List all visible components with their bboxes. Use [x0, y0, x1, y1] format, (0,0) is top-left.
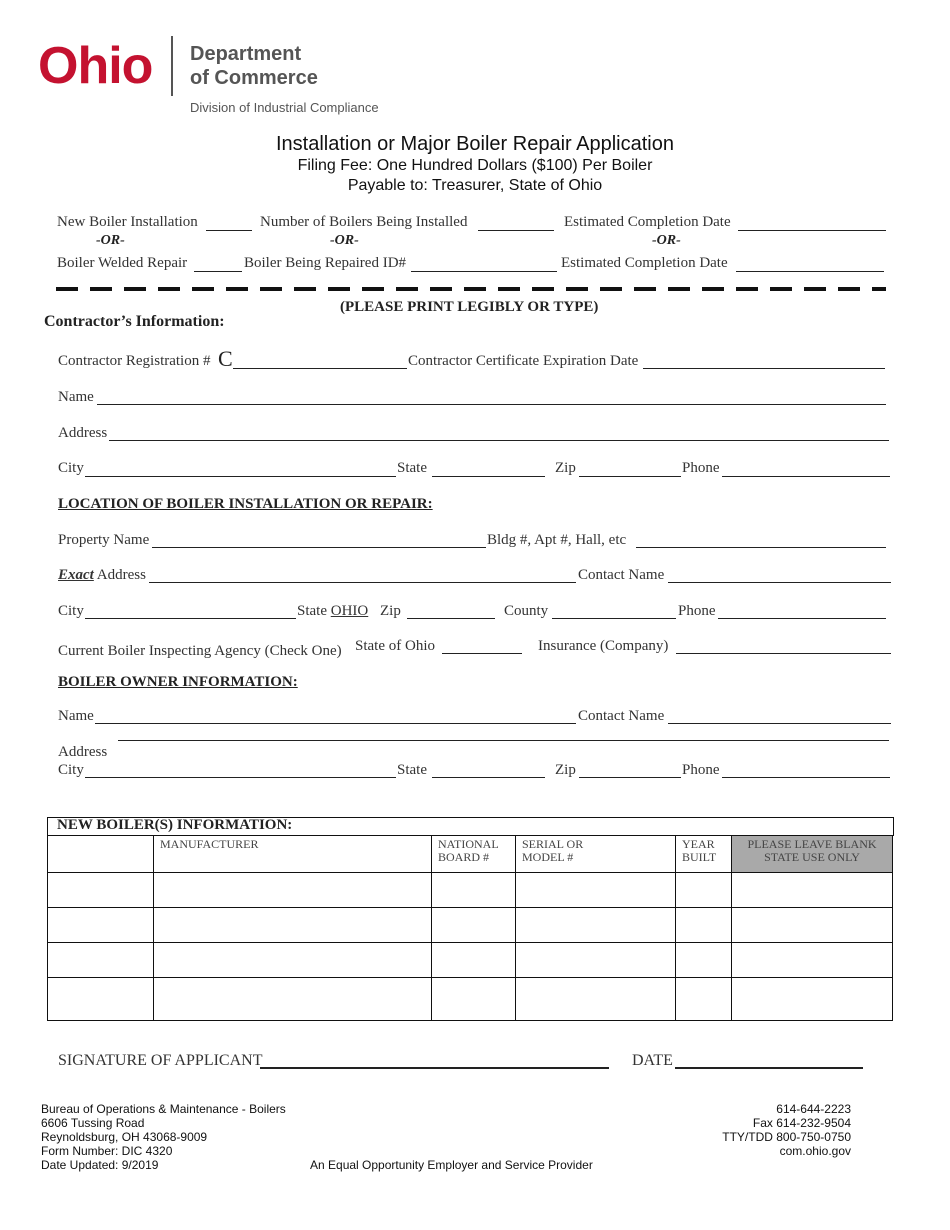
table-cell[interactable]: [154, 873, 432, 908]
dept-line1: Department: [190, 43, 302, 65]
owner-city-label: City: [58, 762, 84, 778]
footer-tty: TTY/TDD 800-750-0750: [722, 1130, 851, 1144]
table-cell: [732, 873, 893, 908]
date-label: DATE: [632, 1052, 673, 1069]
table-cell[interactable]: [516, 908, 676, 943]
new-install-label: New Boiler Installation: [57, 214, 198, 230]
repaired-id-label: Boiler Being Repaired ID#: [244, 255, 407, 271]
or-label-3: -OR-: [652, 233, 681, 248]
table-row: [48, 908, 893, 943]
owner-name-label: Name: [58, 708, 94, 724]
location-state-text: State: [297, 603, 327, 619]
property-name-field[interactable]: [152, 547, 486, 548]
col-national-1: NATIONAL: [438, 837, 499, 851]
col-manufacturer: [154, 836, 432, 873]
exact-address-label: [58, 567, 146, 584]
insurance-label: Insurance (Company): [538, 638, 669, 654]
print-notice: (PLEASE PRINT LEGIBLY OR TYPE): [340, 299, 599, 315]
welded-repair-label: Boiler Welded Repair: [57, 255, 188, 271]
table-cell[interactable]: [154, 908, 432, 943]
location-city-field[interactable]: [85, 618, 296, 619]
location-city-label: City: [58, 603, 84, 619]
contractor-city-label: City: [58, 460, 84, 476]
owner-contact-field[interactable]: [668, 723, 891, 724]
table-cell[interactable]: [48, 978, 154, 1021]
date-field[interactable]: [675, 1067, 863, 1069]
table-cell[interactable]: [154, 943, 432, 978]
footer-website[interactable]: com.ohio.gov: [779, 1144, 851, 1158]
table-cell: [732, 943, 893, 978]
col-manufacturer-text: MANUFACTURER: [160, 837, 259, 851]
contractor-address-field[interactable]: [109, 440, 889, 441]
location-phone-label: Phone: [678, 603, 716, 619]
location-contact-field[interactable]: [668, 582, 891, 583]
dept-line2: of Commerce: [190, 67, 318, 89]
owner-address-label: Address: [58, 744, 108, 760]
footer-phone: 614-644-2223: [776, 1102, 851, 1116]
logo-divider: [171, 36, 173, 96]
location-state-label: [297, 603, 368, 620]
col-blank: [48, 836, 154, 873]
table-cell[interactable]: [676, 978, 732, 1021]
filing-fee: Filing Fee: One Hundred Dollars ($100) Per Boiler: [297, 157, 653, 174]
table-row: [48, 978, 893, 1021]
boiler-table-heading: NEW BOILER(S) INFORMATION:: [57, 817, 293, 833]
state-of-ohio-checkbox[interactable]: [442, 653, 522, 654]
est-date-label-2: Estimated Completion Date: [561, 255, 728, 271]
state-of-ohio-label: State of Ohio: [355, 638, 435, 654]
owner-state-field[interactable]: [432, 777, 545, 778]
contractor-address-label: Address: [58, 425, 108, 441]
table-cell[interactable]: [676, 943, 732, 978]
table-row: [48, 943, 893, 978]
table-cell[interactable]: [516, 873, 676, 908]
welded-repair-field[interactable]: [194, 271, 242, 272]
or-label-1: -OR-: [96, 233, 125, 248]
contractor-phone-field[interactable]: [722, 476, 890, 477]
contractor-city-field[interactable]: [85, 476, 396, 477]
bldg-field[interactable]: [636, 547, 886, 548]
repaired-id-field[interactable]: [411, 271, 557, 272]
division-name: Division of Industrial Compliance: [190, 100, 379, 115]
location-contact-label: Contact Name: [578, 567, 665, 583]
col-state-2: STATE USE ONLY: [764, 850, 860, 864]
location-zip-field[interactable]: [407, 618, 495, 619]
owner-name-field[interactable]: [95, 723, 576, 724]
contractor-name-label: Name: [58, 389, 94, 405]
or-label-2: -OR-: [330, 233, 359, 248]
footer-eoe: An Equal Opportunity Employer and Service Provider: [310, 1158, 593, 1172]
table-cell[interactable]: [432, 908, 516, 943]
col-year: [676, 836, 732, 873]
location-zip-label: Zip: [380, 603, 401, 619]
signature-label: SIGNATURE OF APPLICANT: [58, 1052, 263, 1069]
contractor-state-label: State: [397, 460, 427, 476]
table-cell: [732, 908, 893, 943]
owner-contact-label: Contact Name: [578, 708, 665, 724]
table-cell[interactable]: [676, 908, 732, 943]
department-name: [190, 42, 318, 90]
footer-fax: Fax 614-232-9504: [752, 1116, 851, 1130]
table-cell[interactable]: [48, 908, 154, 943]
contractor-name-field[interactable]: [97, 404, 886, 405]
footer-form-number: Form Number: DIC 4320: [41, 1144, 173, 1158]
table-cell[interactable]: [48, 943, 154, 978]
owner-zip-label: Zip: [555, 762, 576, 778]
owner-address-field[interactable]: [118, 740, 889, 741]
county-field[interactable]: [552, 618, 676, 619]
table-cell[interactable]: [432, 873, 516, 908]
owner-phone-field[interactable]: [722, 777, 890, 778]
owner-heading: BOILER OWNER INFORMATION:: [58, 674, 298, 690]
contractor-heading: Contractor’s Information:: [44, 313, 225, 330]
col-state-use: [732, 836, 893, 873]
contractor-reg-prefix: C: [218, 346, 233, 371]
col-state-1: PLEASE LEAVE BLANK: [747, 837, 877, 851]
ohio-logo: Ohio: [38, 37, 153, 95]
col-year-2: BUILT: [682, 850, 717, 864]
est-date-label-1: Estimated Completion Date: [564, 214, 731, 230]
bldg-label: Bldg #, Apt #, Hall, etc: [487, 532, 627, 548]
table-cell[interactable]: [48, 873, 154, 908]
est-date-field-1[interactable]: [738, 230, 886, 231]
cert-exp-label: Contractor Certificate Expiration Date: [408, 353, 639, 369]
county-label: County: [504, 603, 549, 619]
contractor-phone-label: Phone: [682, 460, 720, 476]
col-year-1: YEAR: [682, 837, 715, 851]
owner-phone-label: Phone: [682, 762, 720, 778]
location-heading: LOCATION OF BOILER INSTALLATION OR REPAIR:: [58, 496, 433, 512]
location-phone-field[interactable]: [718, 618, 886, 619]
payable-to: Payable to: Treasurer, State of Ohio: [347, 177, 603, 194]
table-cell[interactable]: [432, 978, 516, 1021]
footer-street: 6606 Tussing Road: [41, 1116, 145, 1130]
exact-emphasis: Exact: [58, 567, 94, 583]
boiler-table-header: [48, 836, 893, 873]
insurance-field[interactable]: [676, 653, 891, 654]
est-date-field-2[interactable]: [736, 271, 884, 272]
dashed-separator: [56, 287, 886, 291]
table-cell: [732, 978, 893, 1021]
num-boilers-label: Number of Boilers Being Installed: [260, 214, 468, 230]
location-state-value: OHIO: [330, 603, 369, 619]
form-title: Installation or Major Boiler Repair Application: [276, 133, 674, 155]
owner-zip-field[interactable]: [579, 777, 681, 778]
table-cell[interactable]: [516, 978, 676, 1021]
new-install-field[interactable]: [206, 230, 252, 231]
exact-address-field[interactable]: [149, 582, 576, 583]
table-cell[interactable]: [432, 943, 516, 978]
cert-exp-field[interactable]: [643, 368, 885, 369]
contractor-zip-label: Zip: [555, 460, 576, 476]
footer-left: [41, 1102, 286, 1172]
contractor-reg-field[interactable]: [233, 368, 407, 369]
signature-field[interactable]: [260, 1067, 609, 1069]
footer-right: [650, 1102, 851, 1158]
agency-label: Current Boiler Inspecting Agency (Check One): [58, 643, 342, 659]
property-name-label: Property Name: [58, 532, 150, 548]
owner-state-label: State: [397, 762, 427, 778]
footer-city: Reynoldsburg, OH 43068-9009: [41, 1130, 208, 1144]
col-national: [432, 836, 516, 873]
table-cell[interactable]: [154, 978, 432, 1021]
table-cell[interactable]: [676, 873, 732, 908]
contractor-state-field[interactable]: [432, 476, 545, 477]
num-boilers-field[interactable]: [478, 230, 554, 231]
contractor-zip-field[interactable]: [579, 476, 681, 477]
col-serial-1: SERIAL OR: [522, 837, 584, 851]
footer-date-updated: Date Updated: 9/2019: [41, 1158, 159, 1172]
footer-bureau: Bureau of Operations & Maintenance - Boilers: [41, 1102, 286, 1116]
table-row: [48, 873, 893, 908]
col-serial-2: MODEL #: [522, 850, 574, 864]
table-cell[interactable]: [516, 943, 676, 978]
col-serial: [516, 836, 676, 873]
owner-city-field[interactable]: [85, 777, 396, 778]
boiler-table: [47, 835, 893, 1021]
col-national-2: BOARD #: [438, 850, 490, 864]
contractor-reg-label: Contractor Registration #: [58, 353, 211, 369]
exact-address-text: Address: [96, 567, 146, 583]
